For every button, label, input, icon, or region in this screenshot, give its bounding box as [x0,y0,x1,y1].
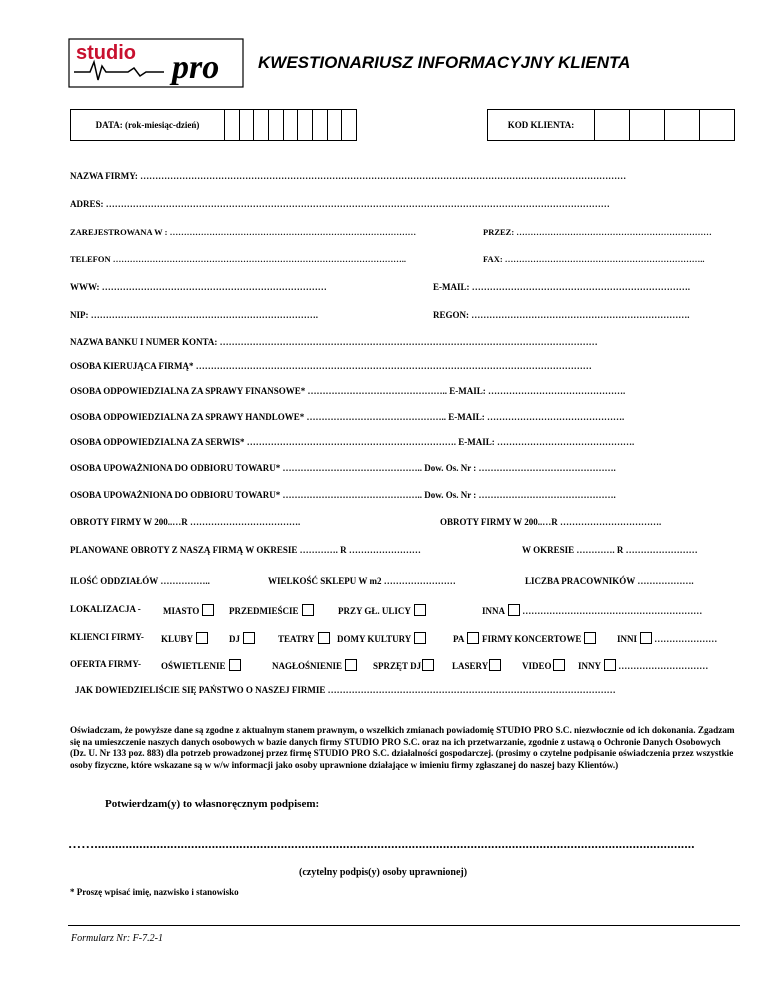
field-turnover-2[interactable]: OBROTY FIRMY W 200..…R ……………………………. [440,517,662,527]
offer-sound[interactable]: NAGŁOŚNIENIE [272,659,357,671]
confirm-text: Potwierdzam(y) to własnoręcznym podpisem: [105,798,320,810]
form-number: Formularz Nr: F-7.2-1 [71,933,163,944]
date-cell[interactable] [313,110,328,140]
checkbox[interactable] [640,632,652,644]
clients-pa[interactable]: PA [453,632,479,644]
clients-concert[interactable]: FIRMY KONCERTOWE [482,632,596,644]
client-code-cell[interactable] [665,110,700,140]
date-cell[interactable] [225,110,240,140]
field-phone[interactable]: TELEFON ………………………………………………………………………………………….. [70,254,406,264]
field-bank[interactable]: NAZWA BANKU I NUMER KONTA: ……………………………………………………………………………………………………………… [70,337,598,347]
checkbox[interactable] [467,632,479,644]
client-code-box[interactable] [487,109,735,141]
field-pickup-2[interactable]: OSOBA UPOWAŻNIONA DO ODBIORU TOWARU* ……………………………………….. Dow. Os. Nr : ………………………………………. [70,490,616,500]
footnote: * Proszę wpisać imię, nazwisko i stanowisko [70,887,239,897]
location-other[interactable]: INNA …………………………………………………… [482,606,703,616]
date-cell[interactable] [284,110,299,140]
checkbox[interactable] [414,632,426,644]
field-finance[interactable]: OSOBA ODPOWIEDZIALNA ZA SPRAWY FINANSOWE* ……………………………………….. E-MAIL: ………………………………………. [70,386,626,396]
location-suburb[interactable]: PRZEDMIEŚCIE [229,604,314,616]
client-code-cell[interactable] [630,110,665,140]
logo-text-studio: studio [76,42,136,64]
clients-culture[interactable]: DOMY KULTURY [337,632,426,644]
checkbox[interactable] [553,659,565,671]
offer-other[interactable]: INNY ………………………… [578,661,709,671]
field-service[interactable]: OSOBA ODPOWIEDZIALNA ZA SERWIS* ……………………………………………………………. E-MAIL: ………………………………………. [70,437,635,447]
field-branches[interactable]: ILOŚĆ ODDZIAŁÓW …………….. [70,576,210,586]
declaration-text: Oświadczam, że powyższe dane są zgodne z aktualnym stanem prawnym, o wszelkich zmianach powiadomię STUDIO PRO S.C. niezwłocznie od ich dokonania. Zgadzam się na umieszczenie naszych danych osobowych w bazie danych firmy STUDIO PRO S.C. oraz na ich przetwarzanie, zgodnie z ustawą o Ochronie Danych Osobowych (Dz. U. Nr 133 poz. 883) dla potrzeb prowadzonej przez firmę STUDIO PRO S.C. działalności gospodarczej. (prosimy o czytelne podpisanie oświadczenia przez wszystkie osoby fizyczne, które wskazane są w w/w informacji jako osoby uprawnione działające w imieniu firmy zgłaszanej do naszej bazy Klientów.) [70,725,735,770]
checkbox[interactable] [604,659,616,671]
checkbox[interactable] [229,659,241,671]
field-sales[interactable]: OSOBA ODPOWIEDZIALNA ZA SPRAWY HANDLOWE* ……………………………………….. E-MAIL: ………………………………………. [70,412,625,422]
field-registered-at[interactable]: ZAREJESTROWANA W : …………………………………………………………………………… [70,227,417,237]
field-www[interactable]: WWW: ………………………………………………………………… [70,282,327,292]
form-title: KWESTIONARIUSZ INFORMACYJNY KLIENTA [258,53,631,72]
date-cell[interactable] [254,110,269,140]
field-address[interactable]: ADRES: …………………………………………………………………………………………………………………………………………………… [70,199,610,209]
location-main-street[interactable]: PRZY GŁ. ULICY [338,604,426,616]
logo-text-pro: pro [172,49,220,86]
field-employees[interactable]: LICZBA PRACOWNIKÓW ………………. [525,576,694,586]
location-label: LOKALIZACJA - [70,604,141,614]
offer-lighting[interactable]: OŚWIETLENIE [161,659,241,671]
field-period[interactable]: W OKRESIE …………. R …………………… [522,545,698,555]
client-code-cell[interactable] [595,110,630,140]
checkbox[interactable] [345,659,357,671]
clients-clubs[interactable]: KLUBY [161,632,208,644]
field-fax[interactable]: FAX: …………………………………………………………….. [483,254,705,264]
checkbox[interactable] [196,632,208,644]
signature-caption: (czytelny podpis(y) osoby uprawnionej) [299,867,468,878]
date-cell[interactable] [240,110,255,140]
field-manager[interactable]: OSOBA KIERUJĄCA FIRMĄ* …………………………………………………………………………………………………………………… [70,361,592,371]
offer-dj-gear[interactable]: SPRZĘT DJ [373,659,434,671]
clients-others-line: ………………… [654,634,718,644]
field-company-name[interactable]: NAZWA FIRMY: ……………………………………………………………………………………………………………………………………………… [70,171,627,181]
checkbox[interactable] [302,604,314,616]
clients-others[interactable]: INNI ………………… [617,634,718,644]
field-shop-size[interactable]: WIELKOŚĆ SKLEPU W m2 …………………… [268,576,456,586]
checkbox[interactable] [243,632,255,644]
date-cell[interactable] [328,110,343,140]
offer-lasers[interactable]: LASERY [452,659,501,671]
field-planned-turnover[interactable]: PLANOWANE OBROTY Z NASZĄ FIRMĄ W OKRESIE …………. R …………………… [70,545,421,555]
date-cell[interactable] [269,110,284,140]
location-city[interactable]: MIASTO [163,604,214,616]
offer-video[interactable]: VIDEO [522,659,565,671]
checkbox[interactable] [202,604,214,616]
signature-line[interactable]: …….............................................................................................................................................................................. [68,836,695,851]
location-other-line: …………………………………………………… [522,606,703,616]
checkbox[interactable] [318,632,330,644]
client-code-label: KOD KLIENTA: [488,110,595,140]
checkbox[interactable] [414,604,426,616]
date-label: DATA: (rok-miesiąc-dzień) [71,110,225,140]
client-code-cell[interactable] [700,110,734,140]
field-pickup-1[interactable]: OSOBA UPOWAŻNIONA DO ODBIORU TOWARU* ……………………………………….. Dow. Os. Nr : ………………………………………. [70,463,616,473]
studio-pro-logo [68,38,244,88]
field-nip[interactable]: NIP: …………………………………………………………………. [70,310,318,320]
field-registered-by[interactable]: PRZEZ: …………………………………………………………… [483,227,712,237]
checkbox[interactable] [422,659,434,671]
offer-label: OFERTA FIRMY- [70,659,141,669]
checkbox[interactable] [584,632,596,644]
field-turnover-1[interactable]: OBROTY FIRMY W 200..…R ………………………………. [70,517,301,527]
field-email[interactable]: E-MAIL: ………………………………………………………………. [433,282,690,292]
date-cell[interactable] [298,110,313,140]
checkbox[interactable] [508,604,520,616]
field-regon[interactable]: REGON: ………………………………………………………………. [433,310,690,320]
offer-other-line: ………………………… [618,661,709,671]
footer-divider [68,925,740,926]
field-how-found[interactable]: JAK DOWIEDZIELIŚCIE SIĘ PAŃSTWO O NASZEJ FIRMIE …………………………………………………………………………………… [75,685,616,695]
checkbox[interactable] [489,659,501,671]
date-box[interactable] [70,109,357,141]
clients-label: KLIENCI FIRMY- [70,632,144,642]
date-cell[interactable] [342,110,356,140]
clients-theatres[interactable]: TEATRY [278,632,330,644]
clients-dj[interactable]: DJ [229,632,255,644]
